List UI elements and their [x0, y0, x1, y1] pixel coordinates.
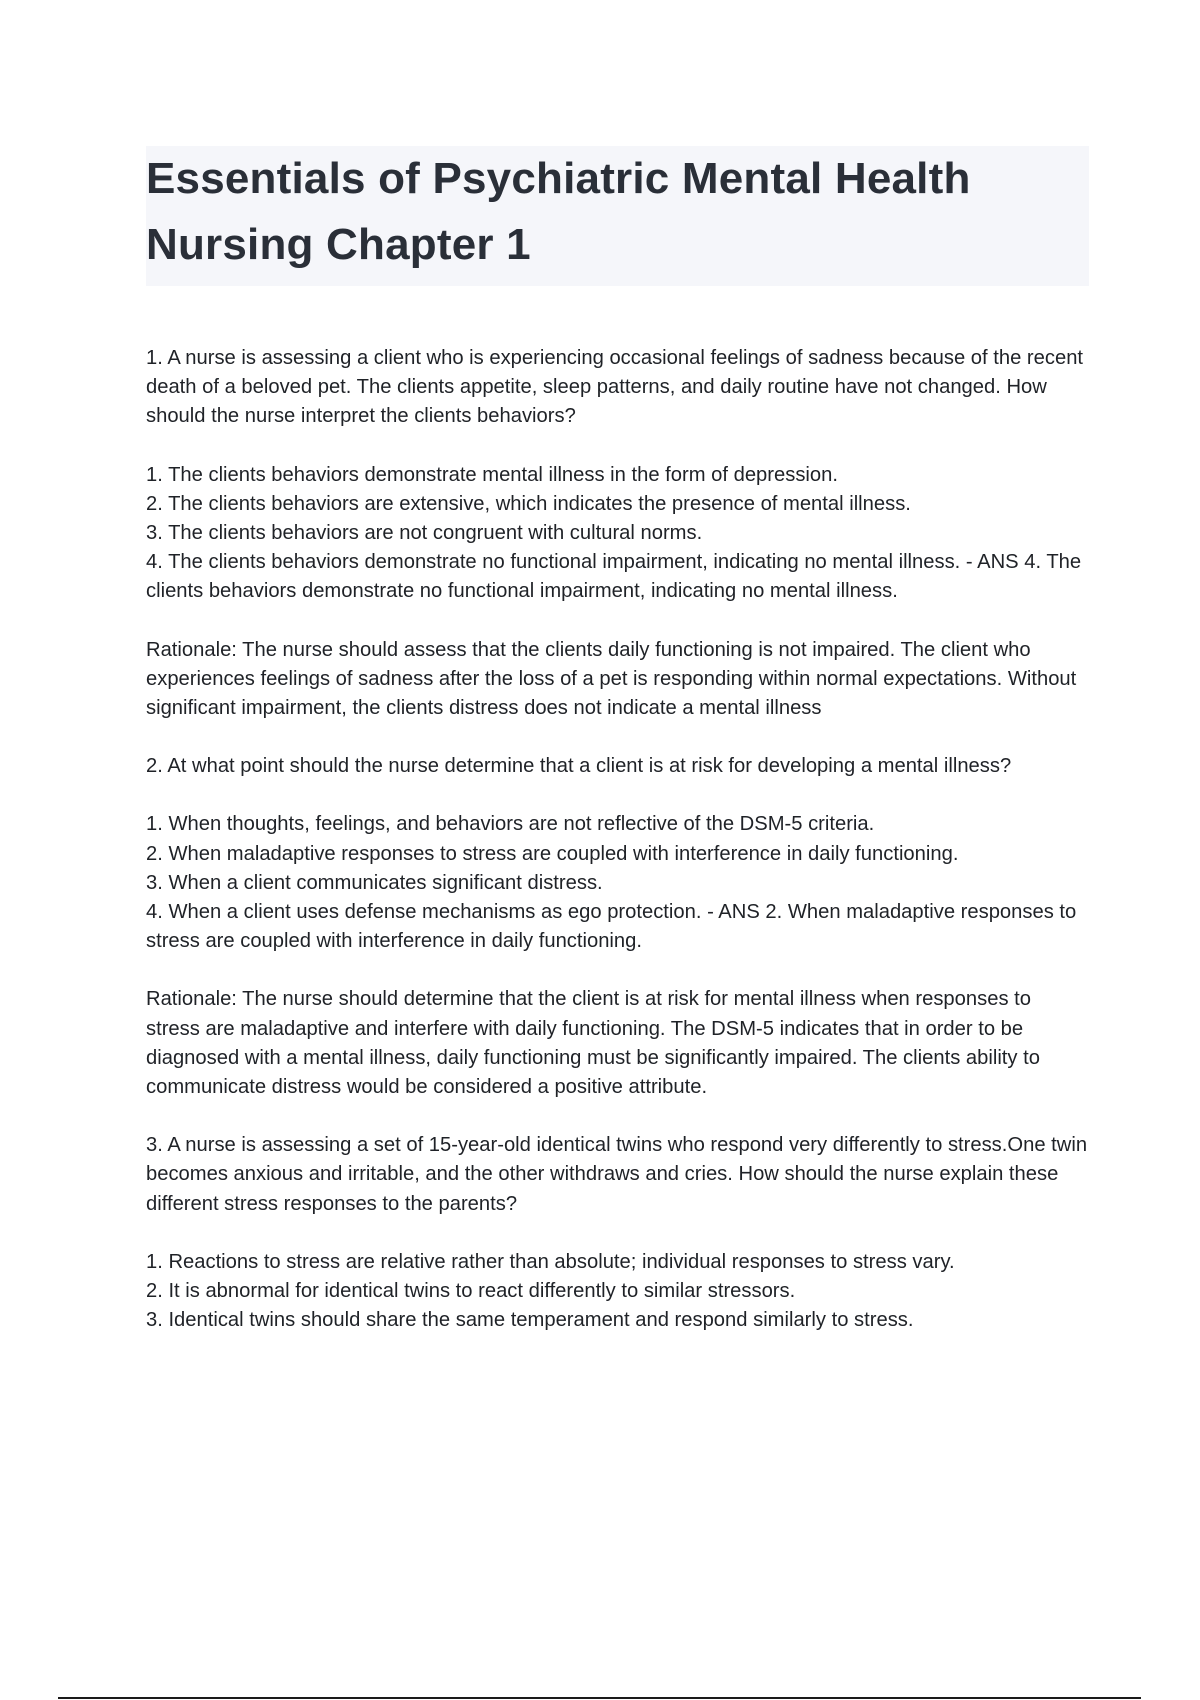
- page-bottom-rule: [58, 1697, 1141, 1699]
- title-box: [146, 146, 1089, 286]
- question-3-options: [146, 1248, 1089, 1336]
- question-1-option-2: 2. The clients behaviors are extensive, which indicates the presence of mental illness.: [146, 492, 911, 515]
- question-1-option-4: 4. The clients behaviors demonstrate no functional impairment, indicating no mental illness. - ANS 4. The clients behaviors demonstrate no functional impairment, indicating no mental illness.: [146, 551, 1082, 603]
- question-2-option-1: 1. When thoughts, feelings, and behaviors are not reflective of the DSM-5 criteria.: [146, 813, 875, 836]
- question-1-text: 1. A nurse is assessing a client who is experiencing occasional feelings of sadness because of the recent death of a beloved pet. The clients appetite, sleep patterns, and daily routine have not changed. How should the nurse interpret the clients behaviors?: [146, 347, 1084, 428]
- question-3-text: 3. A nurse is assessing a set of 15-year-old identical twins who respond very differently to stress.One twin becomes anxious and irritable, and the other withdraws and cries. How should the nurse explain these different stress responses to the parents?: [146, 1134, 1088, 1215]
- question-1-options: [146, 461, 1089, 607]
- question-2-option-3: 3. When a client communicates significant distress.: [146, 871, 603, 894]
- question-3-option-2: 2. It is abnormal for identical twins to react differently to similar stressors.: [146, 1280, 796, 1303]
- question-1-rationale: Rationale: The nurse should assess that the clients daily functioning is not impaired. The client who experiences feelings of sadness after the loss of a pet is responding within normal expectations. Without significant impairment, the clients distress does not indicate a mental illness: [146, 638, 1077, 720]
- question-1-option-1: 1. The clients behaviors demonstrate mental illness in the form of depression.: [146, 463, 838, 486]
- question-2-rationale: Rationale: The nurse should determine that the client is at risk for mental illness when responses to stress are maladaptive and interfere with daily functioning. The DSM-5 indicates that in order to be diagnosed with a mental illness, daily functioning must be significantly impaired. The clients ability to communicate distress would be considered a positive attribute.: [146, 988, 1040, 1099]
- question-2-option-2: 2. When maladaptive responses to stress are coupled with interference in daily functioning.: [146, 842, 959, 865]
- question-3-option-3: 3. Identical twins should share the same temperament and respond similarly to stress.: [146, 1309, 914, 1332]
- question-2-text: 2. At what point should the nurse determine that a client is at risk for developing a mental illness?: [146, 755, 1012, 778]
- question-1-option-3: 3. The clients behaviors are not congruent with cultural norms.: [146, 522, 703, 545]
- question-2-options: [146, 810, 1089, 956]
- question-3-option-1: 1. Reactions to stress are relative rather than absolute; individual responses to stress vary.: [146, 1250, 955, 1273]
- question-2-option-4: 4. When a client uses defense mechanisms as ego protection. - ANS 2. When maladaptive responses to stress are coupled with interference in daily functioning.: [146, 901, 1077, 953]
- document-page: [146, 146, 1089, 1364]
- page-title: Essentials of Psychiatric Mental Health Nursing Chapter 1: [146, 154, 971, 269]
